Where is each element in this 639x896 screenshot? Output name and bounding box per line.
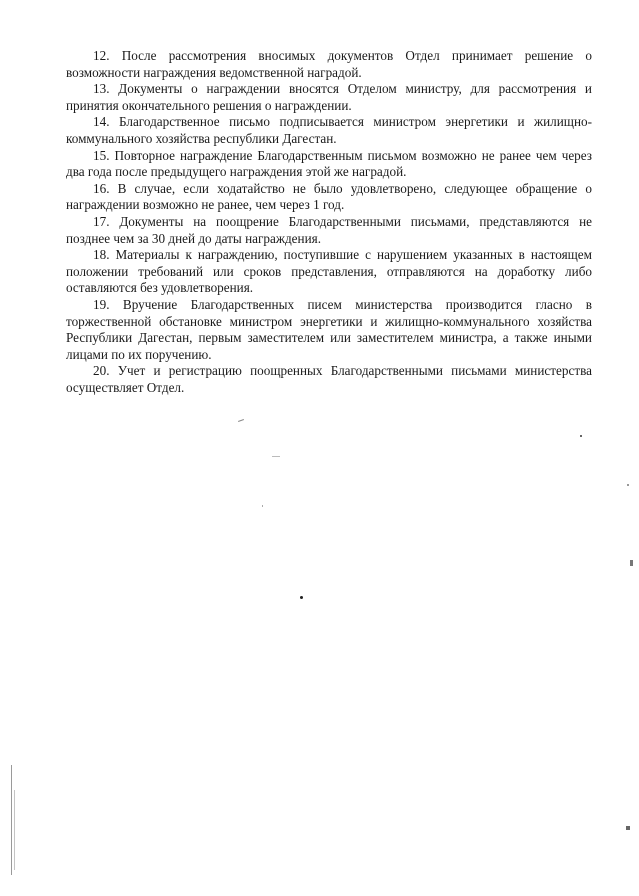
paragraph-12: 12. После рассмотрения вносимых документов Отдел принимает решение о возможности награждения ведомственной наградой. [66,48,592,80]
scan-edge-line [11,765,12,875]
document-body [66,48,592,396]
paragraph-20: 20. Учет и регистрацию поощренных Благодарственными письмами министерства осуществляет Отдел. [66,363,592,395]
scan-speck [272,456,280,457]
paragraph-17: 17. Документы на поощрение Благодарственными письмами, представляются не позднее чем за 30 дней до даты награждения. [66,213,592,246]
scan-speck [238,419,244,422]
paragraph-14: 14. Благодарственное письмо подписывается министром энергетики и жилищно-коммунального хозяйства республики Дагестан. [66,114,592,146]
scan-speck [630,560,633,566]
scan-dot [300,596,303,599]
scan-edge-line [14,790,15,870]
paragraph-13: 13. Документы о награждении вносятся Отделом министру, для рассмотрения и принятия окончательного решения о награждении. [66,81,592,113]
paragraph-16: 16. В случае, если ходатайство не было удовлетворено, следующее обращение о награждении возможно не ранее, чем через 1 год. [66,180,592,213]
scan-speck [626,826,630,830]
paragraph-18: 18. Материалы к награждению, поступившие с нарушением указанных в настоящем положении требований или сроков представления, отправляются на доработку либо оставляются без удовлетворения. [66,247,592,296]
scan-speck [262,505,263,507]
scan-speck [627,484,629,486]
paragraph-19: 19. Вручение Благодарственных писем министерства производится гласно в торжественной обстановке министром энергетики и жилищно-коммунального хозяйства Республики Дагестан, первым заместителем или заместителем министра, а также иными лицами по их поручению. [66,296,592,362]
paragraph-15: 15. Повторное награждение Благодарственным письмом возможно не ранее чем через два года после предыдущего награждения этой же наградой. [66,147,592,180]
scan-speck [580,435,582,437]
